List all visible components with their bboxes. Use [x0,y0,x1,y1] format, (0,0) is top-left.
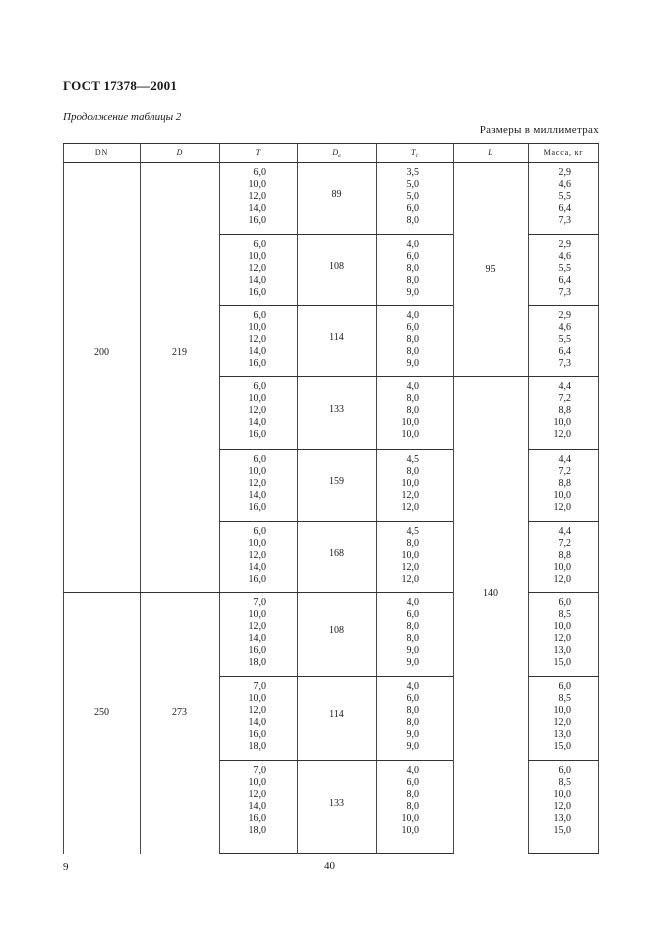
t-values [206,454,266,514]
t-values-value: 6,0 [253,454,266,465]
t1-values-value: 6,0 [406,251,419,262]
mass-values [511,597,571,669]
mass-values-value: 4,4 [558,381,571,392]
da-value: 114 [329,709,344,720]
mass-values-value: 15,0 [553,657,571,668]
t1-values-value: 8,0 [406,334,419,345]
t-values-value: 14,0 [248,633,266,644]
t-values-value: 14,0 [248,346,266,357]
da-value: 108 [329,261,344,272]
mass-values-value: 10,0 [553,621,571,632]
t-values [206,239,266,299]
t1-values-value: 12,0 [401,562,419,573]
t1-values-value: 8,0 [406,466,419,477]
mass-values-value: 7,3 [558,215,571,226]
mass-values [511,239,571,299]
t-values-value: 10,0 [248,393,266,404]
t1-values-value: 9,0 [406,358,419,369]
t1-values-value: 4,0 [406,381,419,392]
da-value: 108 [329,625,344,636]
mass-values-value: 6,0 [558,765,571,776]
header-da: $D_a$ [332,148,341,159]
mass-values-value: 2,9 [558,167,571,178]
mass-values-value: 4,6 [558,251,571,262]
t1-values-value: 9,0 [406,729,419,740]
mass-values-value: 2,9 [558,239,571,250]
t-values-value: 14,0 [248,490,266,501]
t-values-value: 14,0 [248,717,266,728]
t1-values-value: 8,0 [406,621,419,632]
header-dn: DN [94,148,109,157]
mass-values-value: 12,0 [553,801,571,812]
t1-values-value: 4,5 [406,526,419,537]
header-mass: Масса, кг [543,148,584,157]
t-values-value: 7,0 [253,765,266,776]
t-values-value: 14,0 [248,562,266,573]
t1-values-value: 6,0 [406,322,419,333]
dn-value: 200 [94,347,109,358]
da-value: 133 [329,798,344,809]
mass-values-value: 15,0 [553,825,571,836]
mass-values-value: 8,8 [558,478,571,489]
t1-values-value: 8,0 [406,346,419,357]
mass-values-value: 5,5 [558,334,571,345]
t1-values-value: 6,0 [406,609,419,620]
mass-values [511,454,571,514]
t1-values-value: 12,0 [401,490,419,501]
t-values [206,681,266,753]
t1-values-value: 8,0 [406,275,419,286]
mass-values [511,167,571,227]
t1-values-value: 8,0 [406,801,419,812]
mass-values-value: 10,0 [553,562,571,573]
t1-values-value: 10,0 [401,417,419,428]
t-values-value: 10,0 [248,609,266,620]
t1-values-value: 5,0 [406,191,419,202]
mass-values-value: 12,0 [553,717,571,728]
t-values-value: 16,0 [248,287,266,298]
t-values-value: 10,0 [248,251,266,262]
t-values-value: 18,0 [248,741,266,752]
mass-values-value: 13,0 [553,813,571,824]
mass-values-value: 10,0 [553,789,571,800]
da-value: 89 [331,189,342,200]
mass-values-value: 13,0 [553,729,571,740]
t-values-value: 12,0 [248,621,266,632]
mass-values-value: 5,5 [558,191,571,202]
t1-values-value: 8,0 [406,633,419,644]
mass-values-value: 8,5 [558,693,571,704]
t1-values-value: 3,5 [406,167,419,178]
t1-values-value: 9,0 [406,645,419,656]
t-values-value: 14,0 [248,801,266,812]
t-values-value: 14,0 [248,417,266,428]
t-values-value: 6,0 [253,167,266,178]
t-values-value: 16,0 [248,358,266,369]
mass-values-value: 4,4 [558,454,571,465]
t-values-value: 16,0 [248,574,266,585]
mass-values-value: 10,0 [553,705,571,716]
t1-values-value: 4,0 [406,765,419,776]
t-values-value: 10,0 [248,322,266,333]
t-values-value: 12,0 [248,789,266,800]
t-values-value: 7,0 [253,597,266,608]
t-values [206,310,266,370]
t-values-value: 6,0 [253,310,266,321]
t-values-value: 12,0 [248,550,266,561]
t1-values-value: 10,0 [401,478,419,489]
t1-values-value: 10,0 [401,550,419,561]
mass-values-value: 4,4 [558,526,571,537]
mass-values [511,381,571,441]
page-number-center: 40 [324,860,335,872]
t1-values-value: 5,0 [406,179,419,190]
t-values [206,765,266,837]
mass-values-value: 8,8 [558,405,571,416]
t-values-value: 12,0 [248,334,266,345]
t1-values-value: 12,0 [401,502,419,513]
t1-values-value: 9,0 [406,657,419,668]
t-values [206,167,266,227]
t1-values-value: 10,0 [401,813,419,824]
mass-values-value: 6,0 [558,597,571,608]
t-values-value: 10,0 [248,538,266,549]
d-value: 273 [172,707,187,718]
t1-values-value: 8,0 [406,393,419,404]
dimensions-table [63,143,599,854]
mass-values-value: 8,5 [558,609,571,620]
t-values-value: 16,0 [248,645,266,656]
t-values-value: 16,0 [248,729,266,740]
t-values-value: 10,0 [248,179,266,190]
mass-values [511,765,571,837]
t-values-value: 16,0 [248,813,266,824]
mass-values-value: 5,5 [558,263,571,274]
mass-values-value: 6,4 [558,346,571,357]
t1-values-value: 6,0 [406,203,419,214]
mass-values-value: 6,4 [558,275,571,286]
mass-values-value: 15,0 [553,741,571,752]
l-value: 140 [483,588,498,599]
mass-values-value: 8,5 [558,777,571,788]
t1-values-value: 6,0 [406,693,419,704]
mass-values-value: 4,6 [558,322,571,333]
mass-values-value: 10,0 [553,490,571,501]
mass-values-value: 7,3 [558,358,571,369]
mass-values [511,310,571,370]
t-values-value: 12,0 [248,705,266,716]
mass-values [511,526,571,586]
table-continuation-caption: Продолжение таблицы 2 [63,111,182,123]
t1-values-value: 8,0 [406,538,419,549]
t-values [206,526,266,586]
da-value: 114 [329,332,344,343]
mass-values-value: 7,2 [558,393,571,404]
t-values-value: 16,0 [248,215,266,226]
t-values-value: 6,0 [253,381,266,392]
t-values-value: 6,0 [253,239,266,250]
t-values-value: 10,0 [248,693,266,704]
mass-values-value: 7,2 [558,538,571,549]
header-t1: $T_1$ [411,148,418,159]
mass-values-value: 7,2 [558,466,571,477]
units-note: Размеры в миллиметрах [479,124,599,136]
t-values-value: 10,0 [248,777,266,788]
t-values-value: 16,0 [248,429,266,440]
da-value: 159 [329,476,344,487]
t1-values-value: 8,0 [406,705,419,716]
t1-values-value: 9,0 [406,741,419,752]
t-values [206,381,266,441]
t1-values-value: 12,0 [401,574,419,585]
mass-values-value: 12,0 [553,574,571,585]
t-values-value: 16,0 [248,502,266,513]
mass-values [511,681,571,753]
t1-values-value: 8,0 [406,717,419,728]
t-values-value: 12,0 [248,191,266,202]
t-values-value: 14,0 [248,275,266,286]
t-values-value: 12,0 [248,478,266,489]
mass-values-value: 7,3 [558,287,571,298]
da-value: 168 [329,548,344,559]
t-values-value: 14,0 [248,203,266,214]
t1-values-value: 4,5 [406,454,419,465]
da-value: 133 [329,404,344,415]
t-values-value: 12,0 [248,405,266,416]
t-values-value: 18,0 [248,825,266,836]
mass-values-value: 8,8 [558,550,571,561]
mass-values-value: 4,6 [558,179,571,190]
t1-values-value: 6,0 [406,777,419,788]
mass-values-value: 6,0 [558,681,571,692]
t-values-value: 6,0 [253,526,266,537]
t1-values-value: 4,0 [406,681,419,692]
document-title: ГОСТ 17378—2001 [63,78,178,93]
header-d: D [176,148,183,157]
t1-values-value: 4,0 [406,597,419,608]
t1-values-value: 8,0 [406,215,419,226]
t-values [206,597,266,669]
t1-values-value: 8,0 [406,405,419,416]
t1-values-value: 8,0 [406,789,419,800]
mass-values-value: 2,9 [558,310,571,321]
header-l: L [488,148,493,157]
mass-values-value: 12,0 [553,633,571,644]
t1-values-value: 10,0 [401,429,419,440]
dn-value: 250 [94,707,109,718]
t1-values-value: 9,0 [406,287,419,298]
t-values-value: 10,0 [248,466,266,477]
mass-values-value: 12,0 [553,502,571,513]
d-value: 219 [172,347,187,358]
t1-values-value: 8,0 [406,263,419,274]
mass-values-value: 13,0 [553,645,571,656]
mass-values-value: 10,0 [553,417,571,428]
t-values-value: 18,0 [248,657,266,668]
t1-values-value: 10,0 [401,825,419,836]
page-number-left: 9 [63,861,69,873]
header-t: T [255,148,261,157]
t-values-value: 12,0 [248,263,266,274]
mass-values-value: 12,0 [553,429,571,440]
t1-values-value: 4,0 [406,310,419,321]
mass-values-value: 6,4 [558,203,571,214]
l-value: 95 [485,264,496,275]
t1-values-value: 4,0 [406,239,419,250]
t-values-value: 7,0 [253,681,266,692]
